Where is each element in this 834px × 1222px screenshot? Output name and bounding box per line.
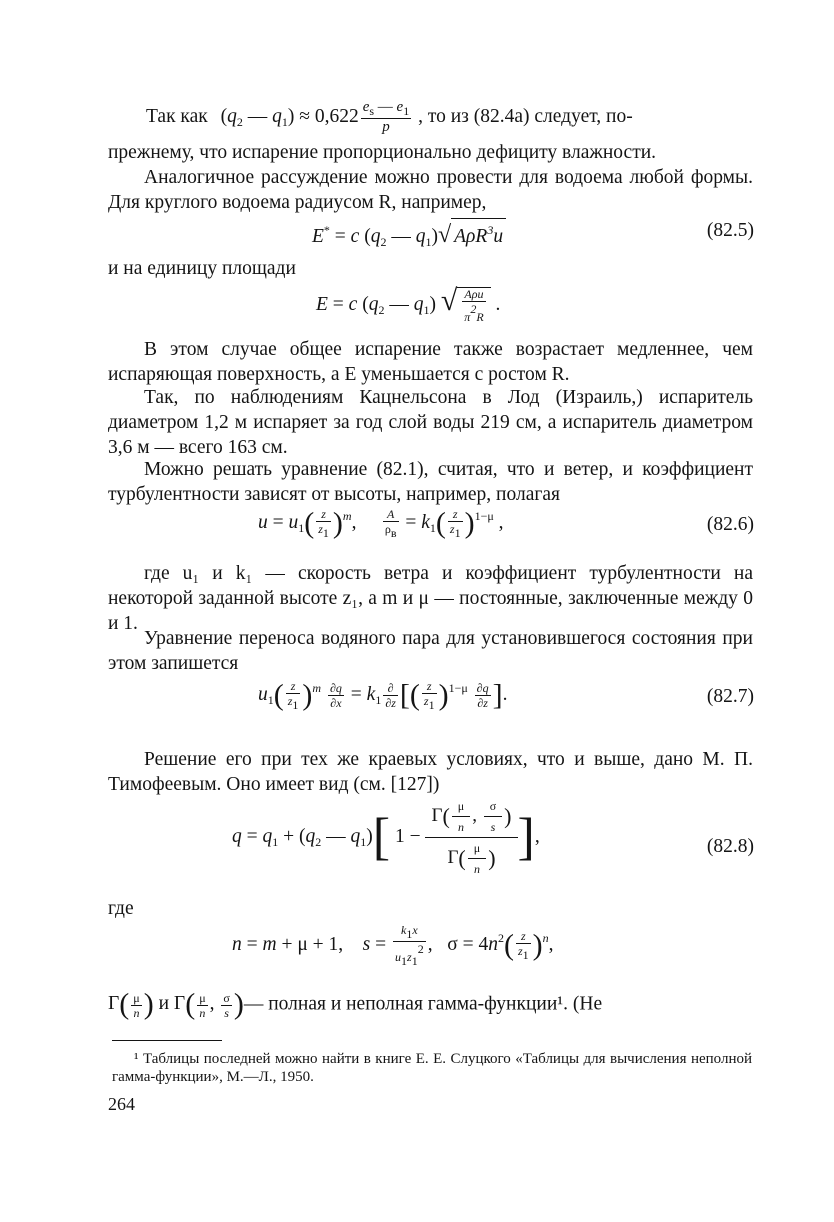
para7-text: где u₁ и k₁ — скорость ветра и коэффициент турбулентности на некоторой заданной высоте z₁, а m и μ — постоянные, заключенные между 0 и 1. (108, 563, 753, 634)
para2-text: Аналогичное рассуждение можно провести для водоема любой формы. Для круглого водоема радиусом R, например, (108, 167, 753, 213)
para8-text: Уравнение переноса водяного пара для установившегося состояния при этом запишется (108, 628, 753, 674)
para7 (108, 561, 753, 636)
equation-82-5-formula: E* = c ($q_2$ — $q_1)√$ AρR$^3$u (312, 218, 506, 250)
para4-text: В этом случае общее испарение также возрастает медленнее, чем испаряющая поверхность, а E уменьшается с ростом R. (108, 339, 753, 385)
gamma-line (108, 990, 602, 1020)
para4 (108, 337, 753, 387)
equation-82-8-number: (82.8) (706, 836, 754, 857)
equation-82-6 (0, 508, 834, 538)
para5-text: Так, по наблюдениям Кацнельсона в Лод (Израиль,) испаритель диаметром 1,2 м испаряет за год слой воды 219 см, а испаритель диаметром 3,6 м — всего 163 см. (108, 387, 753, 458)
equation-definitions-formula: n = m + μ + 1, s = $\frac{k1x}{u1z12}$ , $\sigma = 4n^2$( $\frac{z}{z1}$ )$^n$, (232, 923, 554, 968)
para6-text: Можно решать уравнение (82.1), считая, что и ветер, и коэффициент турбулентности зависят от высоты, например, полагая (108, 459, 753, 505)
equation-82-7-number: (82.7) (706, 686, 754, 707)
para9-text: Решение его при тех же краевых условиях, что и выше, дано М. П. Тимофеевым. Оно имеет вид (см. [127]) (108, 749, 753, 795)
para1-line2: прежнему, что испарение пропорционально дефициту влажности. (108, 142, 657, 163)
equation-definitions (0, 923, 834, 968)
footnote-rule (112, 1040, 222, 1041)
equation-82-6-number: (82.6) (706, 514, 754, 535)
equation-82-7-formula: $u_1$( $\frac{z}{z1}$ )$^m$ $\frac{\partial q}{\partial x}$ = $k_1$ $\frac{\partial}{\partial z}$ [( $\frac{z}{z1}$ )$^{1-\mu}$ $\frac{\partial q}{\partial z}$ ]. (258, 678, 508, 712)
footnote: ¹ Таблицы последней можно найти в книге Е. Е. Слуцкого «Таблицы для вычисления неполной гамма-функции», М.—Л., 1950. (112, 1051, 752, 1085)
para8 (108, 626, 753, 676)
para1-line1-start: Так как (146, 105, 208, 127)
equation-82-8-formula: $q = q_1 + (q_2$ — $q_1$)[ 1 − Γ( $\frac{\mu}{n}$ , $\frac{\sigma}{s}$ ) Γ( $\frac{\mu}{n}$ ) ], (232, 799, 540, 876)
para6 (108, 457, 753, 507)
para2 (108, 165, 753, 215)
equation-unit-area-formula: E = c ($q_2$ — $q_1$) √ $\frac{\text{Aρu}}{\pi 2R}$ . (316, 284, 501, 325)
para9 (108, 747, 753, 797)
gamma-line-formula: Γ( $\frac{\mu}{n}$ ) и Γ( $\frac{\mu}{n}$ , $\frac{\sigma}{s}$ ) (108, 988, 244, 1021)
gamma-line-text: — полная и неполная гамма-функции¹. (Не (243, 993, 603, 1015)
equation-unit-area (0, 284, 834, 325)
para1-line1-end: , то из (82.4а) следует, по- (418, 105, 633, 127)
para1-line1 (146, 100, 633, 135)
equation-82-7 (0, 680, 834, 710)
equation-82-6-formula: $u = u_1$( $\frac{z}{z1}$ )$^m$, $\frac{A}{\rho в}$ = $k_1$( $\frac{z}{z1}$ )$^{1-\mu}$ , (258, 506, 504, 540)
para5 (108, 385, 753, 460)
para3: и на единицу площади (108, 258, 296, 279)
equation-82-5 (0, 218, 834, 248)
page-number: 264 (108, 1094, 135, 1114)
equation-82-5-number: (82.5) (706, 220, 754, 241)
equation-82-8 (0, 800, 834, 890)
where-label: где (108, 898, 134, 919)
para1-formula: ($q_2$ — $q_1) \approx 0,622$ $\frac{e_s — e_1}{p}$ (220, 99, 410, 135)
